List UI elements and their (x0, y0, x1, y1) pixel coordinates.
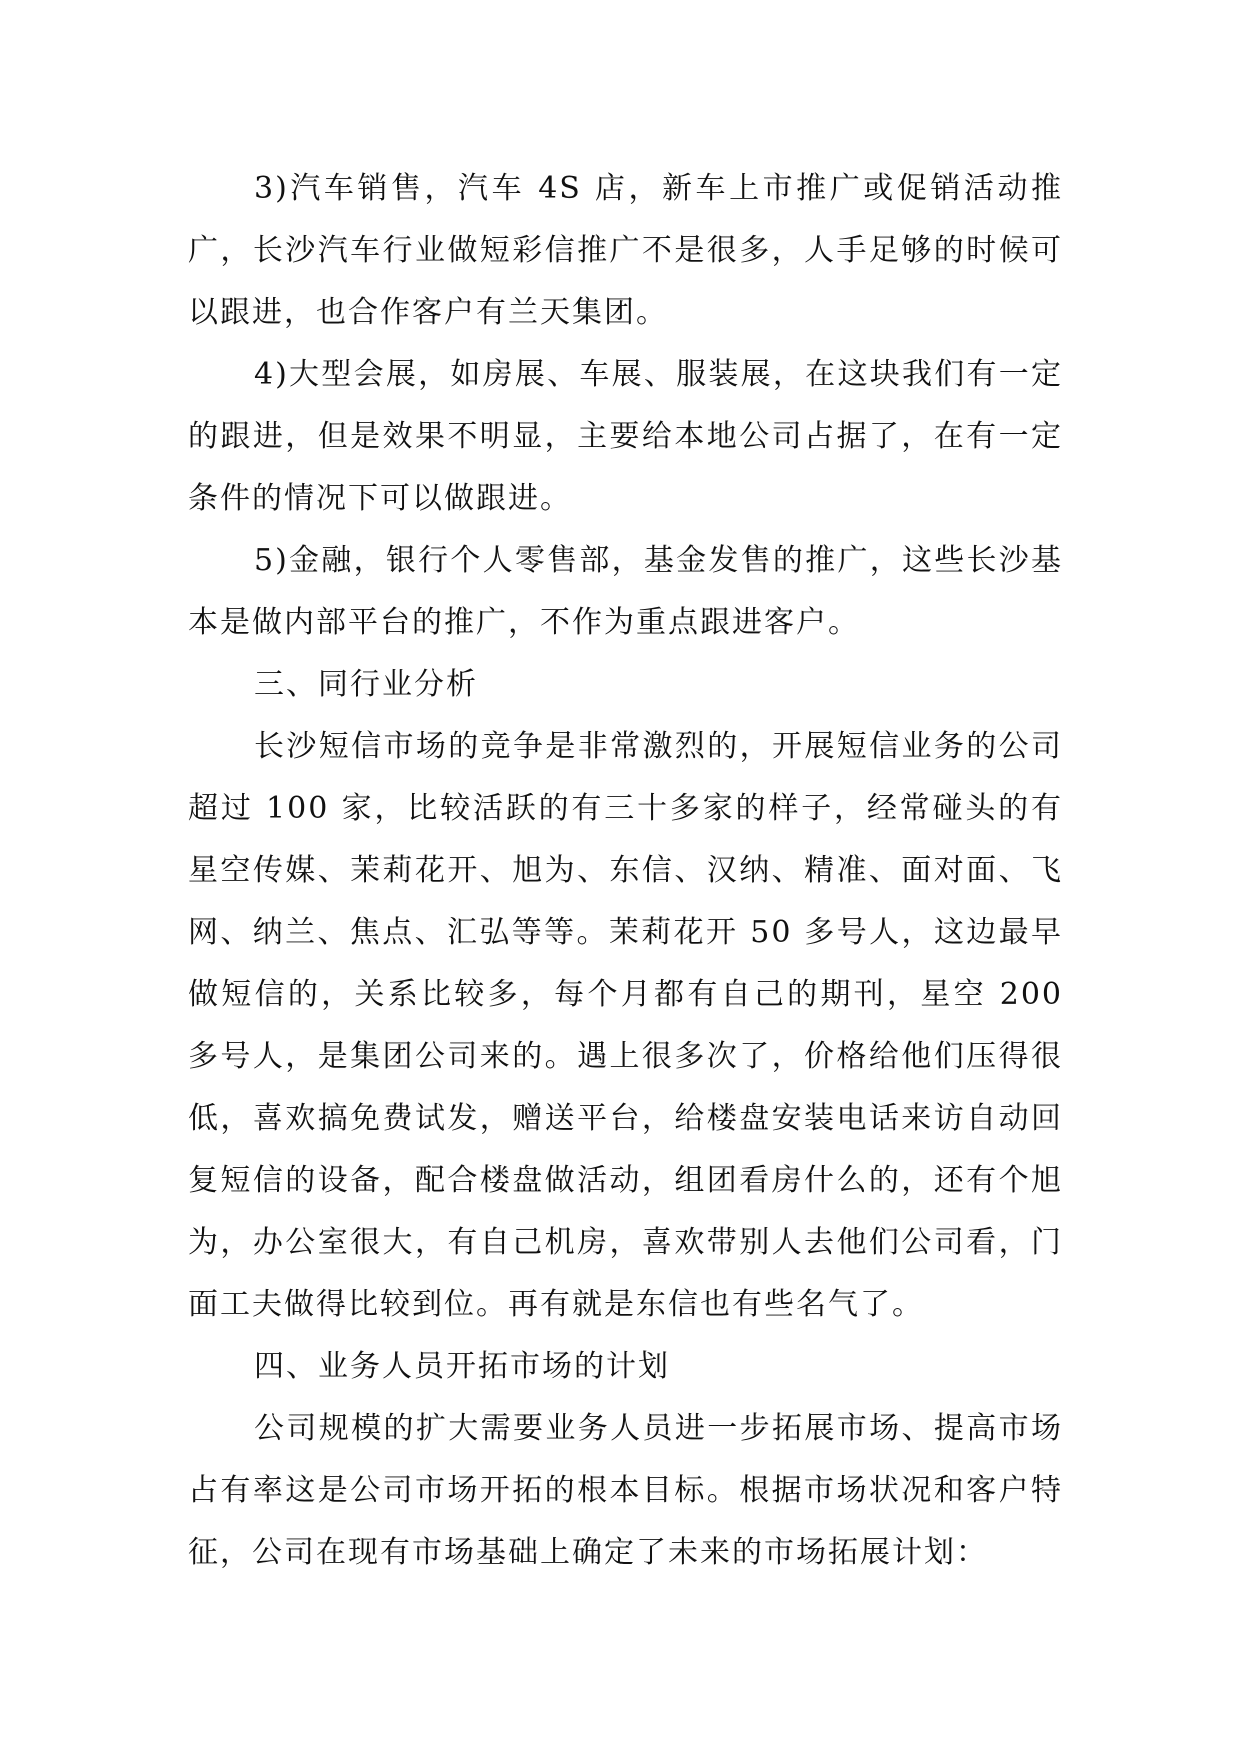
document-body (188, 158, 1063, 1584)
paragraph-auto-sales: 3)汽车销售，汽车 4S 店，新车上市推广或促销活动推广，长沙汽车行业做短彩信推广不是很多，人手足够的时候可以跟进，也合作客户有兰天集团。 (188, 171, 1063, 330)
section-heading-market-plan: 四、业务人员开拓市场的计划 (254, 1349, 670, 1384)
section-heading-industry-analysis: 三、同行业分析 (254, 667, 478, 702)
paragraph-exhibitions: 4)大型会展，如房展、车展、服装展，在这块我们有一定的跟进，但是效果不明显，主要给本地公司占据了，在有一定条件的情况下可以做跟进。 (188, 357, 1063, 516)
paragraph-finance: 5)金融，银行个人零售部，基金发售的推广，这些长沙基本是做内部平台的推广，不作为重点跟进客户。 (188, 543, 1063, 640)
paragraph-industry-analysis: 长沙短信市场的竞争是非常激烈的，开展短信业务的公司超过 100 家，比较活跃的有三十多家的样子，经常碰头的有星空传媒、茉莉花开、旭为、东信、汉纳、精准、面对面、飞网、纳兰、焦点、汇弘等等。茉莉花开 50 多号人，这边最早做短信的，关系比较多，每个月都有自己的期刊，星空 200 多号人，是集团公司来的。遇上很多次了，价格给他们压得很低，喜欢搞免费试发，赠送平台，给楼盘安装电话来访自动回复短信的设备，配合楼盘做活动，组团看房什么的，还有个旭为，办公室很大，有自己机房，喜欢带别人去他们公司看，门面工夫做得比较到位。再有就是东信也有些名气了。 (188, 729, 1063, 1322)
paragraph-market-plan: 公司规模的扩大需要业务人员进一步拓展市场、提高市场占有率这是公司市场开拓的根本目标。根据市场状况和客户特征，公司在现有市场基础上确定了未来的市场拓展计划： (188, 1411, 1063, 1570)
